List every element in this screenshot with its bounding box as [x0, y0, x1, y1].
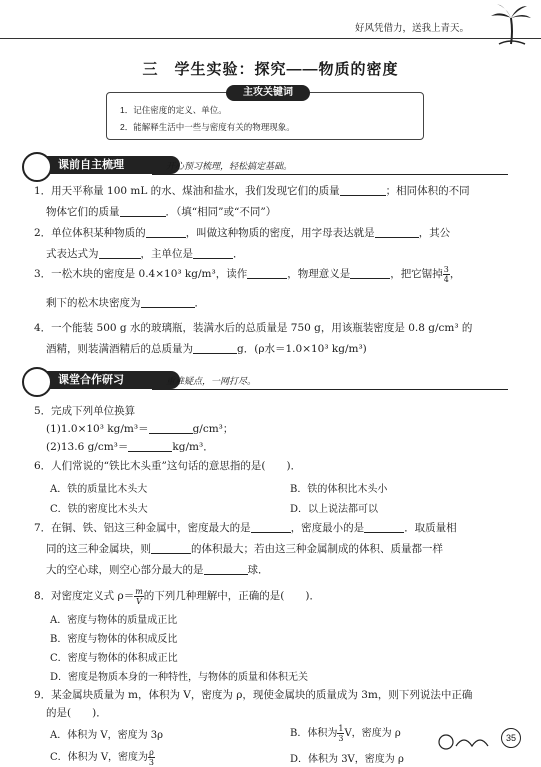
- q2-text-d: 式表达式为: [46, 248, 99, 260]
- q2-blank-1: [146, 225, 186, 238]
- mascot-icon: [22, 367, 52, 397]
- q1-text-d: ．（填“相同”或“不同”）: [165, 206, 277, 218]
- question-8-stem: [34, 586, 514, 607]
- q1-blank-2: [120, 204, 166, 217]
- q4-text-b: 酒精，则装满酒精后的总质量为: [46, 343, 193, 355]
- q2-text-f: ．: [233, 248, 244, 260]
- question-4: [34, 318, 514, 360]
- q5-text-b2: g/cm³；: [192, 423, 234, 435]
- question-1: [34, 181, 514, 223]
- section-label-classwork: 课堂合作研习: [30, 371, 180, 389]
- question-9-stem: [34, 686, 514, 722]
- q7-text-f: 大的空心球，则空心部分最大的是: [46, 564, 204, 576]
- section-rule: [152, 174, 508, 175]
- footer-decoration-icon: [434, 724, 504, 754]
- question-6-stem: 6．人们常说的“铁比木头重”这句话的意思指的是( )．: [34, 460, 302, 472]
- q8-fraction: $\frac{m}{V}$: [135, 586, 143, 606]
- q7-blank-2: [364, 520, 404, 533]
- q3-text-d: ，: [449, 268, 461, 280]
- q4-text-c: g．(ρ水＝1.0×10³ kg/m³): [237, 343, 367, 355]
- q3-fraction: $\frac{3}{4}$: [443, 264, 449, 284]
- q9-option-d: D．体积为 3V，密度为 ρ: [290, 754, 404, 765]
- q8-option-a: A．密度与物体的质量成正比: [50, 615, 178, 626]
- q9-option-b: B．体积为 $\frac{1}{3}$ V，密度为 ρ: [290, 724, 401, 743]
- question-3-line2: [46, 293, 506, 314]
- q6-option-d: D．以上说法都可以: [290, 504, 379, 515]
- q3-blank-2: [350, 266, 390, 279]
- q3-blank-3: [141, 295, 195, 308]
- header-rule: [0, 38, 541, 39]
- q3-text-b: ，物理意义是: [287, 268, 351, 280]
- q5-text-c2: kg/m³．: [172, 441, 214, 453]
- page-number: 35: [501, 728, 521, 748]
- q2-blank-2: [375, 225, 419, 238]
- q7-blank-4: [204, 562, 248, 575]
- goal-item-1: 1．记住密度的定义、单位。: [120, 105, 227, 115]
- section-rule: [152, 389, 508, 390]
- q1-text-a: 1．用天平称量 100 mL 的水、煤油和盐水，我们发现它们的质量: [34, 185, 340, 197]
- q7-text-g: 球．: [247, 564, 269, 576]
- q2-text-e: ，主单位是: [140, 248, 193, 260]
- q2-text-b: ，叫做这种物质的密度，用字母表达就是: [185, 227, 375, 239]
- q2-blank-4: [193, 246, 233, 259]
- q8-text-a: 8．对密度定义式 ρ＝: [34, 590, 135, 602]
- q9-text-a: 9．某金属块质量为 m，体积为 V，密度为 ρ，现使金属块的质量成为 3m，则下列说法中正确: [34, 689, 473, 701]
- q3-text-c: ，把它锯掉: [390, 268, 443, 280]
- q3-blank-1: [247, 266, 287, 279]
- header-slogan: 好风凭借力，送我上青天。: [354, 23, 469, 34]
- question-2: [34, 223, 514, 265]
- q4-blank-1: [193, 341, 237, 354]
- q1-text-c: 物体它们的质量: [46, 206, 120, 218]
- goal-item-2: 2．能解释生活中一些与密度有关的物理现象。: [120, 122, 295, 132]
- q3-text-f: ．: [194, 297, 205, 309]
- q5-blank-1: [149, 421, 193, 434]
- section-label-preview: 课前自主梳理: [30, 156, 180, 174]
- q7-text-b: ，密度最小的是: [290, 522, 365, 534]
- q3-text-e: 剩下的松木块密度为: [46, 297, 141, 309]
- q7-blank-3: [151, 541, 191, 554]
- q7-blank-1: [251, 520, 291, 533]
- q2-text-c: ，其公: [418, 227, 451, 239]
- q8-option-c: C．密度与物体的体积成正比: [50, 653, 178, 664]
- q6-option-b: B．铁的体积比木头小: [290, 484, 388, 495]
- q5-text-c1: (2)13.6 g/cm³＝: [46, 441, 129, 453]
- page-title: 三 学生实验：探究——物质的密度: [142, 61, 399, 78]
- q5-blank-2: [128, 439, 172, 452]
- q7-text-e: 的体积最大；若由这三种金属制成的体积、质量都一样: [191, 543, 443, 555]
- q1-text-b: ；相同体积的不同: [385, 185, 470, 197]
- question-5: [34, 402, 514, 456]
- goals-badge: 主攻关键词: [226, 85, 310, 101]
- q9-text-b: 的是( )．: [46, 707, 107, 719]
- q7-text-d: 同的这三种金属块，则: [46, 543, 151, 555]
- q8-text-b: 的下列几种理解中，正确的是( )．: [143, 590, 320, 602]
- mascot-icon: [22, 152, 52, 182]
- q3-text-a: 3．一松木块的密度是 0.4×10³ kg/m³，读作: [34, 268, 248, 280]
- section-subtitle-classwork: 重难疑点，一网打尽。: [166, 377, 257, 387]
- q1-blank-1: [340, 183, 386, 196]
- q8-option-d: D．密度是物质本身的一种特性，与物体的质量和体积无关: [50, 672, 309, 683]
- q4-text-a: 4．一个能装 500 g 水的玻璃瓶，装满水后的总质量是 750 g，用该瓶装密度是 0.8 g/cm³ 的: [34, 322, 473, 334]
- q6-option-a: A．铁的质量比木头大: [50, 484, 148, 495]
- q5-text-a: 5．完成下列单位换算: [34, 405, 136, 417]
- q9-option-a: A．体积为 V，密度为 3ρ: [50, 730, 164, 741]
- section-subtitle-preview: 开心预习梳理，轻松搞定基础。: [166, 162, 293, 172]
- palm-tree-icon: [489, 2, 533, 46]
- q2-blank-3: [99, 246, 141, 259]
- q7-text-c: ．取质量相: [404, 522, 457, 534]
- q6-option-c: C．铁的密度比木头大: [50, 504, 148, 515]
- question-7: [34, 518, 514, 581]
- question-3: [34, 264, 514, 285]
- q2-text-a: 2．单位体积某种物质的: [34, 227, 146, 239]
- q7-text-a: 7．在铜、铁、铝这三种金属中，密度最大的是: [34, 522, 251, 534]
- q8-option-b: B．密度与物体的体积成反比: [50, 634, 178, 645]
- q9-option-c: C．体积为 V，密度为 $\frac{\rho}{3}$: [50, 748, 154, 767]
- q5-text-b1: (1)1.0×10³ kg/m³＝: [46, 423, 149, 435]
